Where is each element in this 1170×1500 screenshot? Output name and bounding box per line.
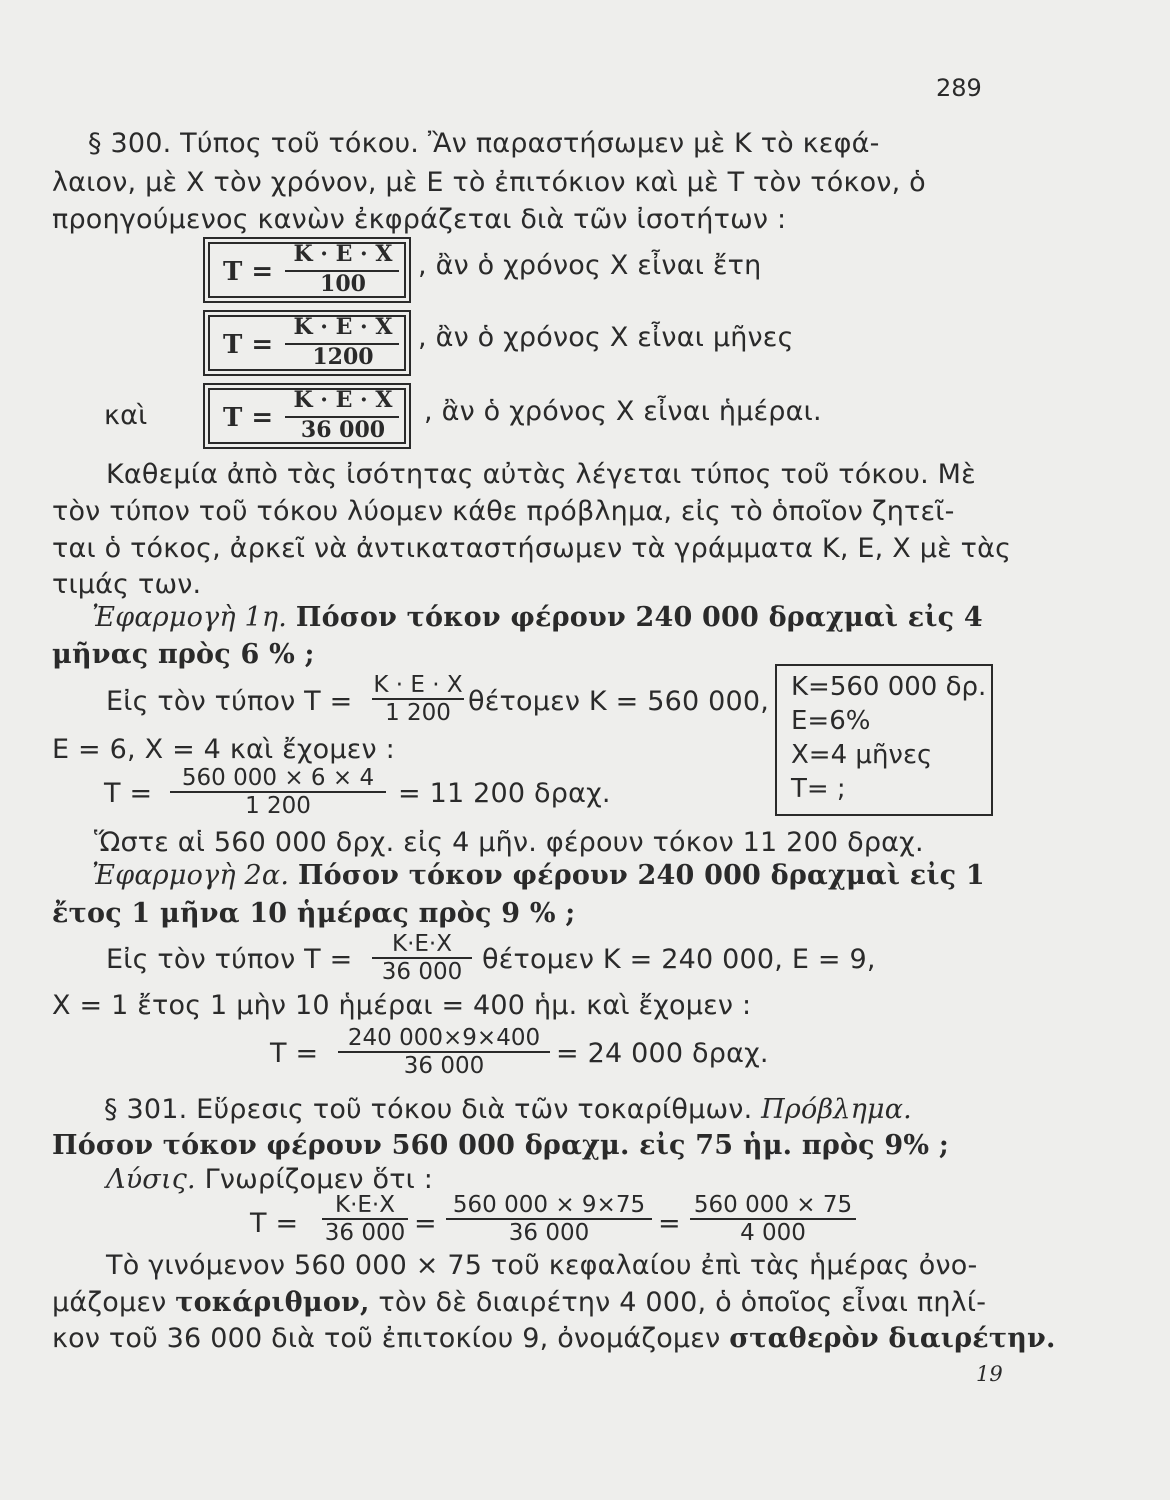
paragraph-line: ται ὁ τόκος, ἀρκεῖ νὰ ἀντικαταστήσωμεν τὰ γράμματα Κ, Ε, Χ μὲ τὰς (52, 533, 1012, 564)
example-1-values-line: Ε = 6, Χ = 4 καὶ ἔχομεν : (52, 734, 395, 765)
paragraph-line: μάζομεν τοκάριθμον, τὸν δὲ διαιρέτην 4 000, ὁ ὁποῖος εἶναι πηλί- (52, 1287, 987, 1318)
example-2-question-line-1: Ἐφαρμογὴ 2α. Πόσον τόκον φέρουν 240 000 δραχμαὶ εἰς 1 (92, 860, 985, 891)
example-1-formula-post: θέτομεν Κ = 560 000, (468, 686, 770, 717)
section-300-line-3: προηγούμενος κανὼν ἐκφράζεται διὰ τῶν ἰσοτήτων : (52, 204, 787, 235)
example-1-label: Ἐφαρμογὴ 1η. (92, 602, 288, 633)
example-1-question-line-2: μῆνας πρὸς 6 % ; (52, 639, 315, 670)
paragraph-line: τιμάς των. (52, 569, 202, 600)
given-values-box (775, 664, 993, 816)
section-301-heading-line: § 301. Εὕρεσις τοῦ τόκου διὰ τῶν τοκαρίθμων. Πρόβλημα. (104, 1094, 912, 1125)
formula-box-years: T = K · E · X 100 (203, 237, 411, 303)
formula-condition-days: , ἂν ὁ χρόνος Χ εἶναι ἡμέραι. (424, 396, 822, 427)
example-1-conclusion: Ὥστε αἱ 560 000 δρχ. εἰς 4 μῆν. φέρουν τόκον 11 200 δραχ. (94, 827, 924, 858)
formula-condition-months: , ἂν ὁ χρόνος Χ εἶναι μῆνες (418, 322, 794, 353)
formula-box-months: T = K · E · X 1200 (203, 310, 411, 376)
example-2-formula-pre: Εἰς τὸν τύπον Τ = (106, 944, 353, 975)
example-2-formula-post: θέτομεν Κ = 240 000, Ε = 9, (482, 944, 876, 975)
example-1-calc-result: = 11 200 δραχ. (398, 778, 611, 809)
formula-condition-years: , ἂν ὁ χρόνος Χ εἶναι ἔτη (418, 250, 762, 281)
solution-label: Λύσις. (106, 1164, 196, 1195)
section-300-line-2: λαιον, μὲ Χ τὸν χρόνον, μὲ Ε τὸ ἐπιτόκιον καὶ μὲ Τ τὸν τόκον, ὁ (52, 167, 926, 198)
given-interest: Τ= ; (791, 774, 846, 804)
example-1-calc-pre: Τ = (104, 778, 153, 809)
equals-sign: = (414, 1208, 437, 1239)
formula-box-days: T = K · E · X 36 000 (203, 383, 411, 449)
given-capital: Κ=560 000 δρ. (791, 672, 987, 702)
section-300-line-1: § 300. Τύπος τοῦ τόκου. Ἂν παραστήσωμεν μὲ Κ τὸ κεφά- (88, 128, 880, 159)
paragraph-line: Καθεμία ἀπὸ τὰς ἰσότητας αὐτὰς λέγεται τύπος τοῦ τόκου. Μὲ (106, 459, 976, 490)
paragraph-line: τὸν τύπον τοῦ τόκου λύομεν κάθε πρόβλημα, εἰς τὸ ὁποῖον ζητεῖ- (52, 496, 955, 527)
example-2-question-line-2: ἔτος 1 μῆνα 10 ἡμέρας πρὸς 9 % ; (52, 898, 576, 929)
given-time: Χ=4 μῆνες (791, 740, 933, 770)
section-300-heading: § 300. Τύπος τοῦ τόκου. (88, 128, 420, 159)
page-number: 289 (936, 74, 982, 102)
equals-sign: = (658, 1208, 681, 1239)
section-301-problem: Πόσον τόκον φέρουν 560 000 δραχμ. εἰς 75 ἡμ. πρὸς 9% ; (52, 1130, 950, 1161)
solution-fraction-2: $\frac{560 000 \times 9\times 75}{36 000}$ (446, 1192, 652, 1246)
solution-line: Λύσις. Γνωρίζομεν ὅτι : (106, 1164, 434, 1195)
solution-fraction-1: $\frac{K\cdot E\cdot X}{36 000}$ (322, 1192, 408, 1246)
given-rate: Ε=6% (791, 706, 871, 736)
solution-fraction-3: $\frac{560 000 \times 75}{4 000}$ (690, 1192, 856, 1246)
kai-word: καὶ (104, 400, 148, 431)
example-2-fraction: $\frac{K\cdot E\cdot X}{36 000}$ (372, 931, 472, 985)
example-1-formula-pre: Εἰς τὸν τύπον Τ = (106, 686, 353, 717)
example-1-calc-fraction: $\frac{560 000 \times 6 \times 4}{1 200}$ (170, 765, 386, 819)
example-2-calc-pre: Τ = (270, 1038, 319, 1069)
term-tokarithmos: τοκάριθμον, (175, 1287, 370, 1318)
solution-eq-pre: Τ = (250, 1208, 299, 1239)
example-2-label: Ἐφαρμογὴ 2α. (92, 860, 290, 891)
paragraph-line: Τὸ γινόμενον 560 000 × 75 τοῦ κεφαλαίου ἐπὶ τὰς ἡμέρας ὀνο- (106, 1250, 978, 1281)
example-2-values-line: Χ = 1 ἔτος 1 μὴν 10 ἡμέραι = 400 ἡμ. καὶ ἔχομεν : (52, 990, 752, 1021)
signature-mark: 19 (976, 1362, 1003, 1386)
example-2-calc-result: = 24 000 δραχ. (556, 1038, 769, 1069)
example-1-fraction: $\frac{K \cdot E \cdot X}{1 200}$ (373, 672, 463, 726)
paragraph-line: κον τοῦ 36 000 διὰ τοῦ ἐπιτοκίου 9, ὀνομάζομεν σταθερὸν διαιρέτην. (52, 1323, 1056, 1354)
section-301-heading: § 301. Εὕρεσις τοῦ τόκου διὰ τῶν τοκαρίθμων. (104, 1094, 753, 1125)
example-2-calc-fraction: $\frac{240 000\times 9\times 400}{36 000}$ (338, 1025, 550, 1079)
term-stable-divisor: σταθερὸν διαιρέτην. (729, 1323, 1056, 1354)
example-1-question-line-1: Ἐφαρμογὴ 1η. Πόσον τόκον φέρουν 240 000 δραχμαὶ εἰς 4 (92, 602, 983, 633)
